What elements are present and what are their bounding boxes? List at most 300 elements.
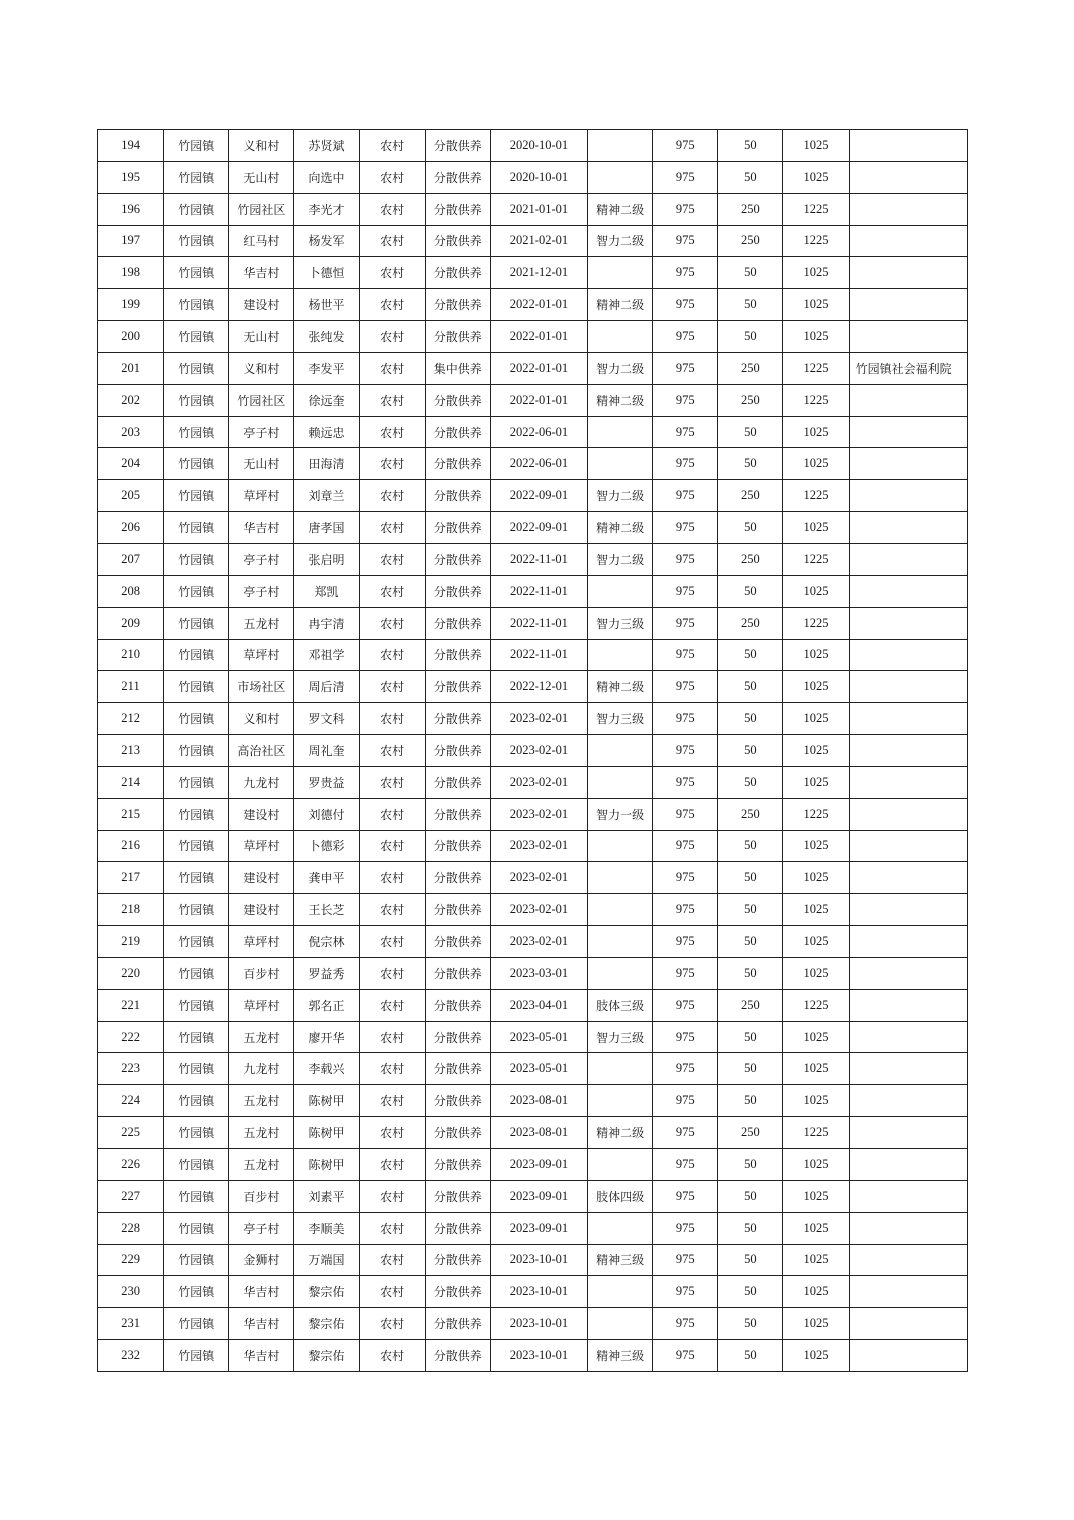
cell-village: 华吉村 bbox=[229, 1276, 294, 1308]
cell-total: 1025 bbox=[783, 1308, 849, 1340]
cell-row-number: 221 bbox=[98, 989, 164, 1021]
cell-name: 杨发军 bbox=[294, 225, 359, 257]
table-row bbox=[98, 735, 968, 767]
cell-category: 农村 bbox=[359, 161, 425, 193]
cell-name: 李载兴 bbox=[294, 1053, 359, 1085]
cell-name: 李光才 bbox=[294, 193, 359, 225]
cell-row-number: 226 bbox=[98, 1149, 164, 1181]
cell-subsidy: 250 bbox=[718, 989, 783, 1021]
cell-subsidy: 50 bbox=[718, 1085, 783, 1117]
cell-category: 农村 bbox=[359, 1244, 425, 1276]
table-row bbox=[98, 894, 968, 926]
cell-date: 2023-02-01 bbox=[490, 862, 587, 894]
table-row bbox=[98, 1085, 968, 1117]
cell-total: 1025 bbox=[783, 957, 849, 989]
cell-date: 2023-10-01 bbox=[490, 1276, 587, 1308]
cell-total: 1025 bbox=[783, 1021, 849, 1053]
cell-category: 农村 bbox=[359, 225, 425, 257]
cell-total: 1025 bbox=[783, 671, 849, 703]
table-row bbox=[98, 1053, 968, 1085]
cell-name: 黎宗佑 bbox=[294, 1276, 359, 1308]
table-row bbox=[98, 480, 968, 512]
cell-base-amount: 975 bbox=[653, 480, 718, 512]
cell-village: 无山村 bbox=[229, 321, 294, 353]
cell-date: 2022-06-01 bbox=[490, 416, 587, 448]
cell-base-amount: 975 bbox=[653, 989, 718, 1021]
cell-support-type: 分散供养 bbox=[425, 1244, 490, 1276]
cell-category: 农村 bbox=[359, 862, 425, 894]
cell-row-number: 206 bbox=[98, 512, 164, 544]
cell-subsidy: 50 bbox=[718, 1053, 783, 1085]
cell-date: 2020-10-01 bbox=[490, 130, 587, 162]
cell-name: 杨世平 bbox=[294, 289, 359, 321]
cell-village: 华吉村 bbox=[229, 257, 294, 289]
cell-subsidy: 250 bbox=[718, 352, 783, 384]
cell-support-type: 分散供养 bbox=[425, 639, 490, 671]
cell-village: 义和村 bbox=[229, 352, 294, 384]
cell-base-amount: 975 bbox=[653, 1053, 718, 1085]
cell-village: 草坪村 bbox=[229, 926, 294, 958]
cell-name: 邓祖学 bbox=[294, 639, 359, 671]
cell-disability-level bbox=[588, 1053, 653, 1085]
cell-subsidy: 250 bbox=[718, 607, 783, 639]
cell-subsidy: 250 bbox=[718, 384, 783, 416]
cell-disability-level: 智力三级 bbox=[588, 1021, 653, 1053]
cell-name: 张纯发 bbox=[294, 321, 359, 353]
cell-town: 竹园镇 bbox=[164, 289, 229, 321]
cell-support-type: 分散供养 bbox=[425, 862, 490, 894]
cell-base-amount: 975 bbox=[653, 1308, 718, 1340]
cell-town: 竹园镇 bbox=[164, 448, 229, 480]
cell-base-amount: 975 bbox=[653, 130, 718, 162]
cell-town: 竹园镇 bbox=[164, 671, 229, 703]
cell-total: 1225 bbox=[783, 352, 849, 384]
cell-note bbox=[849, 957, 967, 989]
table-row bbox=[98, 130, 968, 162]
cell-date: 2023-10-01 bbox=[490, 1244, 587, 1276]
cell-town: 竹园镇 bbox=[164, 1117, 229, 1149]
cell-category: 农村 bbox=[359, 1180, 425, 1212]
cell-name: 王长芝 bbox=[294, 894, 359, 926]
cell-row-number: 195 bbox=[98, 161, 164, 193]
cell-row-number: 229 bbox=[98, 1244, 164, 1276]
cell-support-type: 分散供养 bbox=[425, 321, 490, 353]
cell-subsidy: 50 bbox=[718, 639, 783, 671]
cell-date: 2023-03-01 bbox=[490, 957, 587, 989]
cell-name: 田海清 bbox=[294, 448, 359, 480]
cell-row-number: 194 bbox=[98, 130, 164, 162]
cell-base-amount: 975 bbox=[653, 957, 718, 989]
cell-base-amount: 975 bbox=[653, 352, 718, 384]
cell-category: 农村 bbox=[359, 735, 425, 767]
cell-disability-level bbox=[588, 1212, 653, 1244]
cell-disability-level: 智力二级 bbox=[588, 480, 653, 512]
cell-total: 1025 bbox=[783, 416, 849, 448]
cell-note bbox=[849, 766, 967, 798]
cell-disability-level bbox=[588, 639, 653, 671]
cell-town: 竹园镇 bbox=[164, 735, 229, 767]
cell-town: 竹园镇 bbox=[164, 543, 229, 575]
cell-note bbox=[849, 321, 967, 353]
cell-note bbox=[849, 161, 967, 193]
table-row bbox=[98, 607, 968, 639]
cell-village: 草坪村 bbox=[229, 639, 294, 671]
cell-total: 1025 bbox=[783, 1053, 849, 1085]
cell-base-amount: 975 bbox=[653, 257, 718, 289]
cell-village: 高治社区 bbox=[229, 735, 294, 767]
cell-village: 亭子村 bbox=[229, 543, 294, 575]
table-row bbox=[98, 703, 968, 735]
cell-category: 农村 bbox=[359, 957, 425, 989]
table-row bbox=[98, 416, 968, 448]
cell-support-type: 分散供养 bbox=[425, 161, 490, 193]
cell-total: 1025 bbox=[783, 862, 849, 894]
table-row bbox=[98, 671, 968, 703]
cell-name: 陈树甲 bbox=[294, 1117, 359, 1149]
cell-note bbox=[849, 1021, 967, 1053]
cell-total: 1025 bbox=[783, 830, 849, 862]
table-row bbox=[98, 926, 968, 958]
cell-name: 李发平 bbox=[294, 352, 359, 384]
table-row bbox=[98, 543, 968, 575]
cell-date: 2023-04-01 bbox=[490, 989, 587, 1021]
cell-base-amount: 975 bbox=[653, 1340, 718, 1372]
table-row bbox=[98, 1308, 968, 1340]
cell-name: 唐孝国 bbox=[294, 512, 359, 544]
cell-row-number: 212 bbox=[98, 703, 164, 735]
cell-support-type: 分散供养 bbox=[425, 1276, 490, 1308]
cell-subsidy: 50 bbox=[718, 1149, 783, 1181]
cell-support-type: 分散供养 bbox=[425, 1340, 490, 1372]
cell-date: 2023-08-01 bbox=[490, 1117, 587, 1149]
cell-support-type: 分散供养 bbox=[425, 798, 490, 830]
cell-date: 2022-06-01 bbox=[490, 448, 587, 480]
cell-village: 亭子村 bbox=[229, 575, 294, 607]
cell-name: 郭名正 bbox=[294, 989, 359, 1021]
cell-disability-level bbox=[588, 1085, 653, 1117]
cell-name: 陈树甲 bbox=[294, 1149, 359, 1181]
cell-total: 1225 bbox=[783, 480, 849, 512]
cell-total: 1025 bbox=[783, 448, 849, 480]
cell-date: 2023-09-01 bbox=[490, 1212, 587, 1244]
table-row bbox=[98, 257, 968, 289]
cell-name: 冉宇清 bbox=[294, 607, 359, 639]
cell-subsidy: 50 bbox=[718, 1021, 783, 1053]
cell-subsidy: 50 bbox=[718, 862, 783, 894]
cell-base-amount: 975 bbox=[653, 384, 718, 416]
cell-support-type: 分散供养 bbox=[425, 416, 490, 448]
cell-row-number: 198 bbox=[98, 257, 164, 289]
cell-base-amount: 975 bbox=[653, 289, 718, 321]
cell-name: 龚申平 bbox=[294, 862, 359, 894]
cell-category: 农村 bbox=[359, 543, 425, 575]
cell-support-type: 分散供养 bbox=[425, 1053, 490, 1085]
cell-note bbox=[849, 1212, 967, 1244]
cell-disability-level: 精神二级 bbox=[588, 1117, 653, 1149]
cell-town: 竹园镇 bbox=[164, 1340, 229, 1372]
cell-row-number: 200 bbox=[98, 321, 164, 353]
cell-note bbox=[849, 703, 967, 735]
data-table bbox=[97, 129, 968, 1372]
cell-category: 农村 bbox=[359, 289, 425, 321]
cell-subsidy: 250 bbox=[718, 225, 783, 257]
cell-support-type: 分散供养 bbox=[425, 926, 490, 958]
table-row bbox=[98, 1021, 968, 1053]
cell-disability-level bbox=[588, 161, 653, 193]
cell-disability-level: 肢体四级 bbox=[588, 1180, 653, 1212]
cell-town: 竹园镇 bbox=[164, 1308, 229, 1340]
cell-support-type: 分散供养 bbox=[425, 671, 490, 703]
cell-base-amount: 975 bbox=[653, 575, 718, 607]
cell-note bbox=[849, 480, 967, 512]
cell-support-type: 分散供养 bbox=[425, 1117, 490, 1149]
cell-category: 农村 bbox=[359, 257, 425, 289]
cell-disability-level bbox=[588, 1149, 653, 1181]
cell-base-amount: 975 bbox=[653, 671, 718, 703]
cell-subsidy: 50 bbox=[718, 894, 783, 926]
cell-village: 无山村 bbox=[229, 448, 294, 480]
cell-village: 义和村 bbox=[229, 703, 294, 735]
cell-support-type: 分散供养 bbox=[425, 957, 490, 989]
cell-note bbox=[849, 1244, 967, 1276]
cell-town: 竹园镇 bbox=[164, 1085, 229, 1117]
cell-base-amount: 975 bbox=[653, 926, 718, 958]
cell-town: 竹园镇 bbox=[164, 766, 229, 798]
cell-town: 竹园镇 bbox=[164, 384, 229, 416]
cell-support-type: 分散供养 bbox=[425, 448, 490, 480]
cell-disability-level: 智力二级 bbox=[588, 543, 653, 575]
cell-subsidy: 50 bbox=[718, 1180, 783, 1212]
cell-category: 农村 bbox=[359, 512, 425, 544]
cell-total: 1225 bbox=[783, 798, 849, 830]
cell-row-number: 214 bbox=[98, 766, 164, 798]
cell-note bbox=[849, 830, 967, 862]
cell-town: 竹园镇 bbox=[164, 957, 229, 989]
cell-total: 1225 bbox=[783, 225, 849, 257]
cell-category: 农村 bbox=[359, 416, 425, 448]
cell-row-number: 213 bbox=[98, 735, 164, 767]
cell-category: 农村 bbox=[359, 1149, 425, 1181]
cell-disability-level: 智力二级 bbox=[588, 352, 653, 384]
cell-disability-level bbox=[588, 448, 653, 480]
cell-disability-level: 智力三级 bbox=[588, 607, 653, 639]
cell-subsidy: 50 bbox=[718, 703, 783, 735]
cell-base-amount: 975 bbox=[653, 639, 718, 671]
cell-support-type: 分散供养 bbox=[425, 1021, 490, 1053]
cell-town: 竹园镇 bbox=[164, 1276, 229, 1308]
table-row bbox=[98, 193, 968, 225]
cell-disability-level bbox=[588, 735, 653, 767]
cell-town: 竹园镇 bbox=[164, 1180, 229, 1212]
cell-category: 农村 bbox=[359, 766, 425, 798]
cell-town: 竹园镇 bbox=[164, 639, 229, 671]
table-row bbox=[98, 352, 968, 384]
cell-row-number: 203 bbox=[98, 416, 164, 448]
cell-total: 1025 bbox=[783, 512, 849, 544]
cell-disability-level: 智力三级 bbox=[588, 703, 653, 735]
cell-village: 建设村 bbox=[229, 798, 294, 830]
cell-category: 农村 bbox=[359, 798, 425, 830]
cell-row-number: 204 bbox=[98, 448, 164, 480]
table-row bbox=[98, 1244, 968, 1276]
cell-note: 竹园镇社会福利院 bbox=[849, 352, 967, 384]
cell-date: 2021-12-01 bbox=[490, 257, 587, 289]
cell-town: 竹园镇 bbox=[164, 193, 229, 225]
cell-village: 百步村 bbox=[229, 957, 294, 989]
cell-category: 农村 bbox=[359, 989, 425, 1021]
cell-town: 竹园镇 bbox=[164, 989, 229, 1021]
cell-support-type: 分散供养 bbox=[425, 607, 490, 639]
cell-note bbox=[849, 798, 967, 830]
cell-note bbox=[849, 607, 967, 639]
cell-subsidy: 50 bbox=[718, 1212, 783, 1244]
cell-date: 2023-08-01 bbox=[490, 1085, 587, 1117]
cell-village: 市场社区 bbox=[229, 671, 294, 703]
table-row bbox=[98, 639, 968, 671]
cell-village: 五龙村 bbox=[229, 1085, 294, 1117]
cell-category: 农村 bbox=[359, 1308, 425, 1340]
cell-village: 建设村 bbox=[229, 289, 294, 321]
cell-row-number: 228 bbox=[98, 1212, 164, 1244]
cell-total: 1025 bbox=[783, 1340, 849, 1372]
cell-row-number: 224 bbox=[98, 1085, 164, 1117]
cell-village: 亭子村 bbox=[229, 416, 294, 448]
cell-support-type: 分散供养 bbox=[425, 257, 490, 289]
cell-date: 2022-11-01 bbox=[490, 543, 587, 575]
cell-total: 1025 bbox=[783, 130, 849, 162]
cell-village: 五龙村 bbox=[229, 1021, 294, 1053]
cell-date: 2023-09-01 bbox=[490, 1149, 587, 1181]
cell-village: 百步村 bbox=[229, 1180, 294, 1212]
cell-disability-level: 精神三级 bbox=[588, 1340, 653, 1372]
cell-subsidy: 50 bbox=[718, 1244, 783, 1276]
cell-base-amount: 975 bbox=[653, 193, 718, 225]
cell-total: 1025 bbox=[783, 1212, 849, 1244]
cell-subsidy: 50 bbox=[718, 926, 783, 958]
table-row bbox=[98, 289, 968, 321]
cell-disability-level: 精神二级 bbox=[588, 512, 653, 544]
cell-town: 竹园镇 bbox=[164, 1212, 229, 1244]
cell-town: 竹园镇 bbox=[164, 607, 229, 639]
cell-base-amount: 975 bbox=[653, 448, 718, 480]
cell-date: 2020-10-01 bbox=[490, 161, 587, 193]
cell-category: 农村 bbox=[359, 1117, 425, 1149]
cell-support-type: 分散供养 bbox=[425, 1212, 490, 1244]
cell-name: 周后清 bbox=[294, 671, 359, 703]
cell-base-amount: 975 bbox=[653, 607, 718, 639]
cell-support-type: 分散供养 bbox=[425, 193, 490, 225]
cell-disability-level bbox=[588, 1276, 653, 1308]
cell-total: 1025 bbox=[783, 321, 849, 353]
cell-town: 竹园镇 bbox=[164, 130, 229, 162]
cell-town: 竹园镇 bbox=[164, 321, 229, 353]
cell-total: 1025 bbox=[783, 703, 849, 735]
cell-village: 五龙村 bbox=[229, 1117, 294, 1149]
cell-base-amount: 975 bbox=[653, 1180, 718, 1212]
cell-name: 倪宗林 bbox=[294, 926, 359, 958]
cell-category: 农村 bbox=[359, 1276, 425, 1308]
cell-row-number: 215 bbox=[98, 798, 164, 830]
cell-disability-level bbox=[588, 926, 653, 958]
cell-base-amount: 975 bbox=[653, 735, 718, 767]
cell-date: 2022-11-01 bbox=[490, 607, 587, 639]
cell-support-type: 分散供养 bbox=[425, 1149, 490, 1181]
cell-support-type: 分散供养 bbox=[425, 830, 490, 862]
cell-name: 周礼奎 bbox=[294, 735, 359, 767]
cell-village: 红马村 bbox=[229, 225, 294, 257]
cell-disability-level bbox=[588, 1308, 653, 1340]
cell-name: 张启明 bbox=[294, 543, 359, 575]
cell-town: 竹园镇 bbox=[164, 798, 229, 830]
cell-date: 2023-02-01 bbox=[490, 798, 587, 830]
cell-category: 农村 bbox=[359, 894, 425, 926]
cell-note bbox=[849, 862, 967, 894]
cell-name: 罗文科 bbox=[294, 703, 359, 735]
cell-base-amount: 975 bbox=[653, 862, 718, 894]
cell-row-number: 219 bbox=[98, 926, 164, 958]
cell-village: 五龙村 bbox=[229, 1149, 294, 1181]
cell-support-type: 分散供养 bbox=[425, 1180, 490, 1212]
cell-base-amount: 975 bbox=[653, 512, 718, 544]
cell-total: 1025 bbox=[783, 735, 849, 767]
cell-subsidy: 250 bbox=[718, 480, 783, 512]
cell-support-type: 分散供养 bbox=[425, 130, 490, 162]
cell-category: 农村 bbox=[359, 1053, 425, 1085]
cell-base-amount: 975 bbox=[653, 1212, 718, 1244]
cell-name: 郑凯 bbox=[294, 575, 359, 607]
cell-date: 2022-01-01 bbox=[490, 289, 587, 321]
cell-disability-level: 精神二级 bbox=[588, 671, 653, 703]
cell-name: 刘章兰 bbox=[294, 480, 359, 512]
cell-base-amount: 975 bbox=[653, 798, 718, 830]
cell-town: 竹园镇 bbox=[164, 1021, 229, 1053]
cell-date: 2023-10-01 bbox=[490, 1340, 587, 1372]
cell-disability-level bbox=[588, 321, 653, 353]
cell-base-amount: 975 bbox=[653, 830, 718, 862]
cell-village: 五龙村 bbox=[229, 607, 294, 639]
cell-support-type: 分散供养 bbox=[425, 480, 490, 512]
cell-disability-level bbox=[588, 416, 653, 448]
cell-disability-level: 精神二级 bbox=[588, 289, 653, 321]
cell-subsidy: 50 bbox=[718, 766, 783, 798]
cell-disability-level: 肢体三级 bbox=[588, 989, 653, 1021]
cell-village: 竹园社区 bbox=[229, 384, 294, 416]
cell-village: 草坪村 bbox=[229, 480, 294, 512]
cell-town: 竹园镇 bbox=[164, 575, 229, 607]
cell-note bbox=[849, 1053, 967, 1085]
cell-total: 1025 bbox=[783, 289, 849, 321]
cell-note bbox=[849, 926, 967, 958]
cell-base-amount: 975 bbox=[653, 1276, 718, 1308]
cell-note bbox=[849, 1340, 967, 1372]
cell-village: 竹园社区 bbox=[229, 193, 294, 225]
cell-town: 竹园镇 bbox=[164, 926, 229, 958]
cell-support-type: 分散供养 bbox=[425, 225, 490, 257]
cell-base-amount: 975 bbox=[653, 1085, 718, 1117]
cell-date: 2023-02-01 bbox=[490, 894, 587, 926]
cell-date: 2023-02-01 bbox=[490, 766, 587, 798]
cell-date: 2022-09-01 bbox=[490, 512, 587, 544]
table-row bbox=[98, 798, 968, 830]
cell-row-number: 211 bbox=[98, 671, 164, 703]
cell-town: 竹园镇 bbox=[164, 480, 229, 512]
cell-note bbox=[849, 543, 967, 575]
cell-disability-level: 精神二级 bbox=[588, 193, 653, 225]
cell-date: 2023-02-01 bbox=[490, 735, 587, 767]
cell-subsidy: 50 bbox=[718, 575, 783, 607]
cell-village: 义和村 bbox=[229, 130, 294, 162]
cell-date: 2022-12-01 bbox=[490, 671, 587, 703]
